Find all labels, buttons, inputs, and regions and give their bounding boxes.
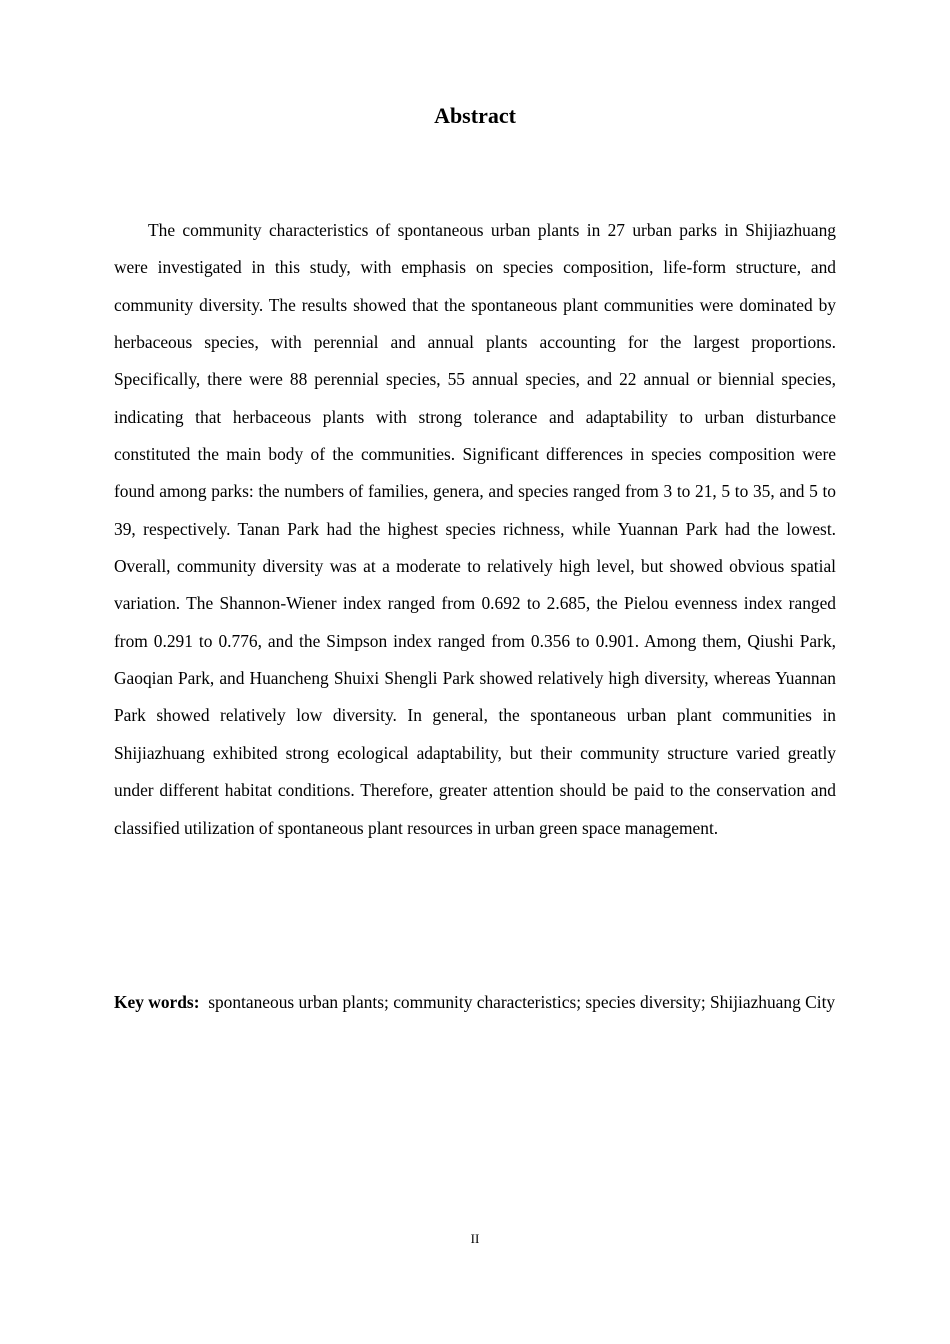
keywords-label: [114, 992, 200, 1012]
keywords-line: [114, 985, 836, 1020]
abstract-title: Abstract: [434, 103, 516, 128]
page-number: II: [470, 1231, 480, 1246]
keywords-text: spontaneous urban plants; community characteristics; species diversity; Shijiazhuang City: [208, 992, 836, 1012]
abstract-paragraph: The community characteristics of spontaneous urban plants in 27 urban parks in Shijiazhuang were investigated in this study, with emphasis on species composition, life-form structure, and community diversity. The results showed that the spontaneous plant communities were dominated by herbaceous species, with perennial and annual plants accounting for the largest proportions. Specifically, there were 88 perennial species, 55 annual species, and 22 annual or biennial species, indicating that herbaceous plants with strong tolerance and adaptability to urban disturbance constituted the main body of the communities. Significant differences in species composition were found among parks: the numbers of families, genera, and species ranged from 3 to 21, 5 to 35, and 5 to 39, respectively. Tanan Park had the highest species richness, while Yuannan Park had the lowest. Overall, community diversity was at a moderate to relatively high level, but showed obvious spatial variation. The Shannon-Wiener index ranged from 0.692 to 2.685, the Pielou evenness index ranged from 0.291 to 0.776, and the Simpson index ranged from 0.356 to 0.901. Among them, Qiushi Park, Gaoqian Park, and Huancheng Shuixi Shengli Park showed relatively high diversity, whereas Yuannan Park showed relatively low diversity. In general, the spontaneous urban plant communities in Shijiazhuang exhibited strong ecological adaptability, but their community structure varied greatly under different habitat conditions. Therefore, greater attention should be paid to the conservation and classified utilization of spontaneous plant resources in urban green space management.: [114, 220, 836, 838]
keywords-separator: :: [193, 992, 200, 1012]
keywords-label-text: Key words: [114, 992, 194, 1012]
